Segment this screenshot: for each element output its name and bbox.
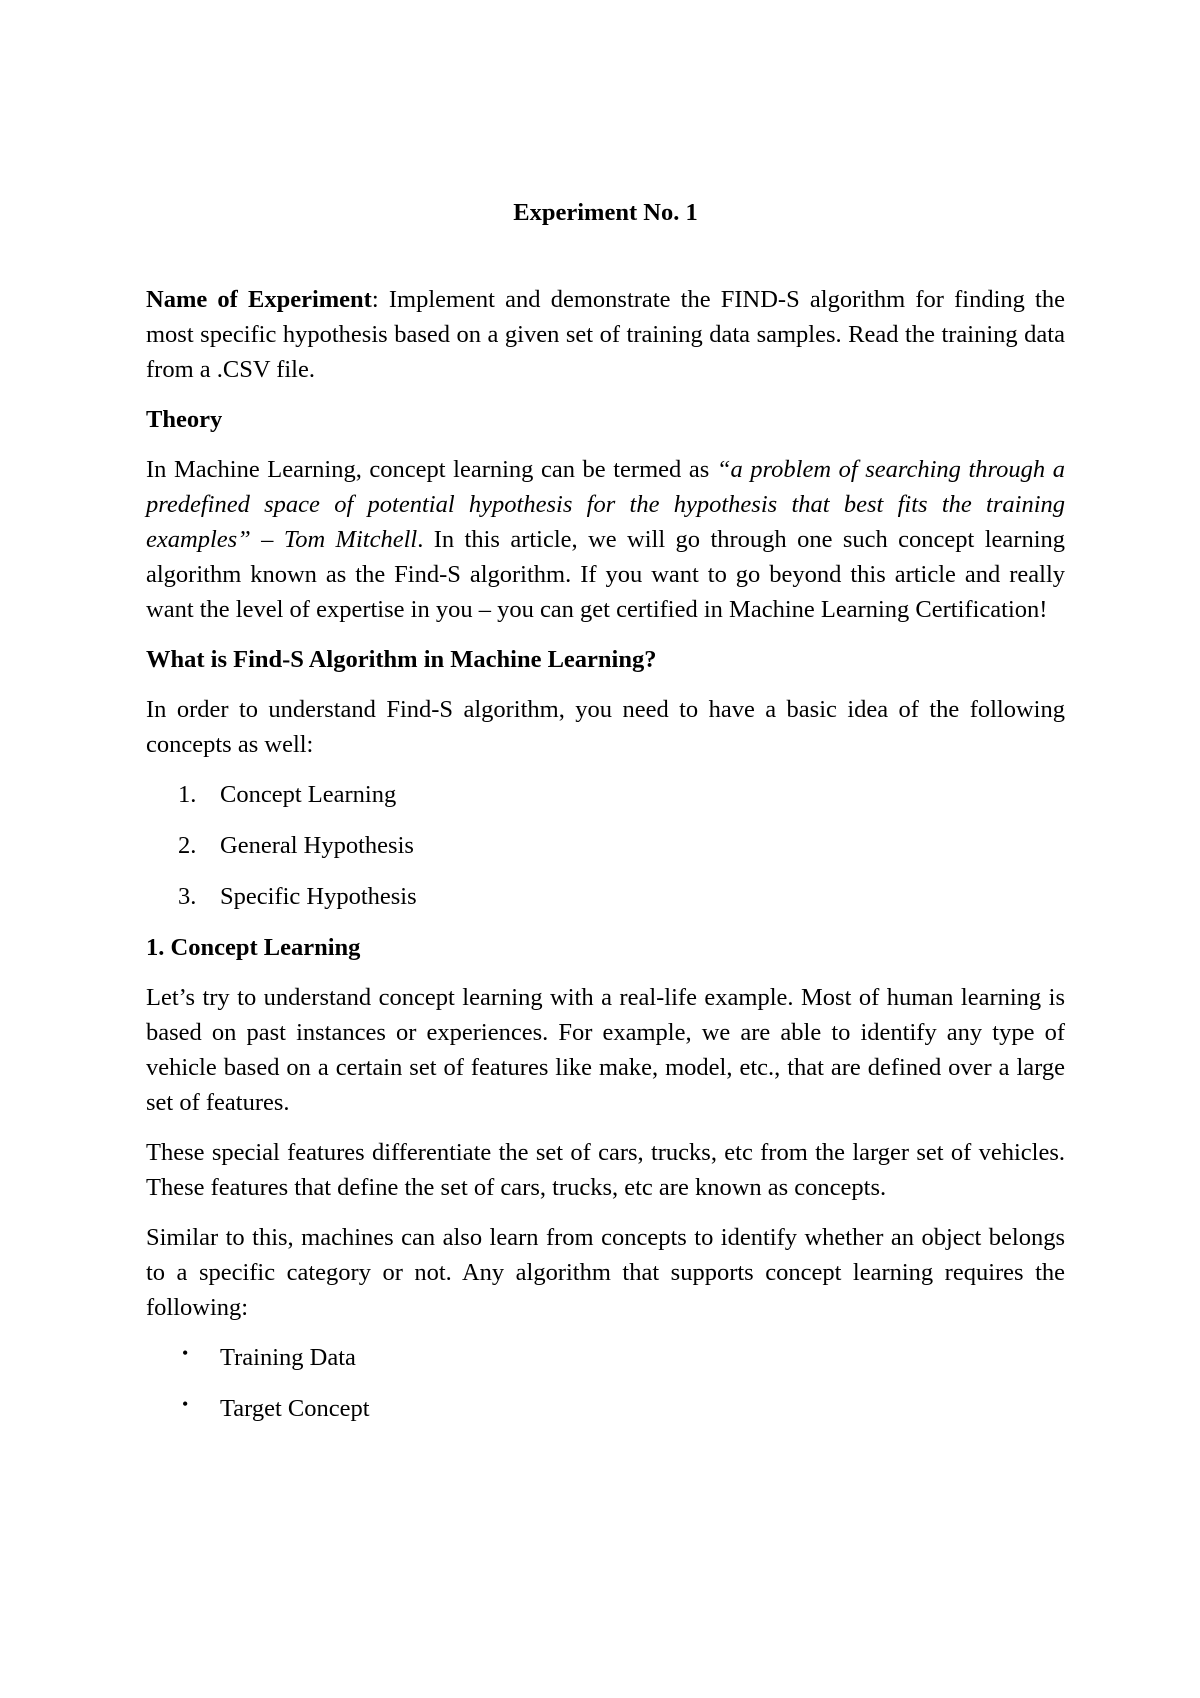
bullet-icon: • xyxy=(182,1343,189,1363)
concept-paragraph-1: Let’s try to understand concept learning with a real-life example. Most of human learning is based on past instances or experiences. For example, we are able to identify any type of vehicle based on a certain set of features like make, model, etc., that are defined over a large set of features. xyxy=(146,984,1065,1116)
list-item-text: Concept Learning xyxy=(220,781,397,808)
list-item-text: Training Data xyxy=(220,1344,356,1371)
list-number: 1. xyxy=(178,781,197,808)
concept-paragraph-3: Similar to this, machines can also learn from concepts to identify whether an object belongs to a specific category or not. Any algorithm that supports concept learning requires the following: xyxy=(146,1224,1065,1321)
list-item-text: Specific Hypothesis xyxy=(220,883,417,910)
requirements-list xyxy=(146,1340,1065,1426)
theory-intro: In Machine Learning, concept learning can be termed as xyxy=(146,456,717,483)
document-page xyxy=(146,195,1065,1442)
bullet-icon: • xyxy=(182,1394,189,1414)
list-item xyxy=(146,879,1065,914)
experiment-name-text: : Implement and demonstrate the FIND-S algorithm for finding the most specific hypothesis based on a given set of training data samples. Read the training data from a .CSV file. xyxy=(146,286,1065,383)
list-item xyxy=(146,777,1065,812)
experiment-name-label: Name of Experiment xyxy=(146,286,372,313)
list-number: 3. xyxy=(178,883,197,910)
list-item-text: Target Concept xyxy=(220,1395,370,1422)
experiment-name-paragraph xyxy=(146,282,1065,387)
list-item-text: General Hypothesis xyxy=(220,832,414,859)
theory-rest: . In this article, we will go through one such concept learning algorithm known as the Find-S algorithm. If you want to go beyond this article and really want the level of expertise in you – you can get certified in Machine Learning Certification! xyxy=(146,526,1065,623)
concept-paragraph-2: These special features differentiate the set of cars, trucks, etc from the larger set of vehicles. These features that define the set of cars, trucks, etc are known as concepts. xyxy=(146,1139,1065,1201)
theory-quote: “a problem of searching through a predefined space of potential hypothesis for the hypothesis that best fits the training examples” – Tom Mitchell xyxy=(146,456,1065,553)
list-item xyxy=(146,828,1065,863)
find-s-intro: In order to understand Find-S algorithm, you need to have a basic idea of the following concepts as well: xyxy=(146,696,1065,758)
theory-heading: Theory xyxy=(146,406,223,433)
list-item xyxy=(146,1340,1065,1375)
concepts-list xyxy=(146,777,1065,914)
concept-learning-heading: 1. Concept Learning xyxy=(146,934,361,961)
list-number: 2. xyxy=(178,832,197,859)
list-item xyxy=(146,1391,1065,1426)
theory-paragraph xyxy=(146,452,1065,627)
find-s-heading: What is Find-S Algorithm in Machine Learning? xyxy=(146,646,657,673)
document-title: Experiment No. 1 xyxy=(513,199,698,226)
